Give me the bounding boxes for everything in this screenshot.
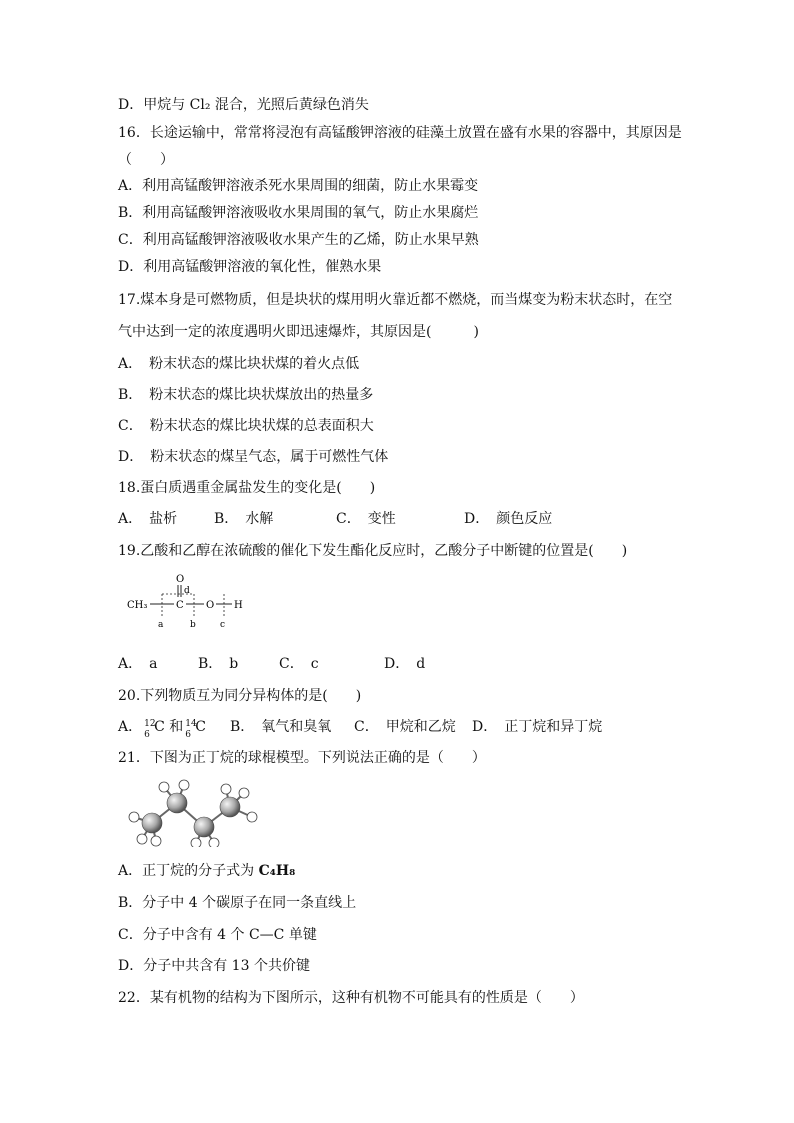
q19-label-c: c [220,620,226,630]
q19-option-a: A． a [118,656,158,672]
q20-option-d: D． 正丁烷和异丁烷 [472,719,603,735]
q15-option-d: D．甲烷与 Cl₂ 混合，光照后黄绿色消失 [118,97,369,113]
q19-oxygen-top: O [176,574,185,585]
q19-oxygen: O [206,600,215,611]
q19-stem: 19.乙酸和乙醇在浓硫酸的催化下发生酯化反应时，乙酸分子中断键的位置是( ) [118,543,628,559]
q17-option-a: A． 粉末状态的煤比块状煤的着火点低 [118,356,360,372]
q21-option-a: A．正丁烷的分子式为 C₄H₈ [118,863,296,879]
q18-option-d: D． 颜色反应 [464,511,553,527]
q19-hydrogen: H [234,600,243,611]
q17-stem-line2: 气中达到一定的浓度遇明火即迅速爆炸，其原因是( ) [118,324,479,340]
q20-option-a-prefix: A． [118,719,143,735]
q17-option-b: B． 粉末状态的煤比块状煤放出的热量多 [118,387,374,403]
q18-option-a: A． 盐析 [118,511,178,527]
q16-stem-line2: （ ） [118,152,174,168]
q18-option-b: B． 水解 [214,511,274,527]
q19-label-b: b [190,620,196,630]
q19-label-d: d [184,586,190,596]
q19-ch3: CH₃ [127,600,148,611]
q20-option-c: C． 甲烷和乙烷 [354,719,456,735]
q18-option-c: C． 变性 [336,511,396,527]
q21-option-b: B．分子中 4 个碳原子在同一条直线上 [118,895,357,911]
q20-option-b: B． 氧气和臭氧 [230,719,332,735]
q19-carbon: C [176,600,184,611]
q21-option-c: C．分子中含有 4 个 C—C 单键 [118,927,317,943]
q17-option-c: C． 粉末状态的煤比块状煤的总表面积大 [118,418,374,434]
q17-stem-line1: 17.煤本身是可燃物质，但是块状的煤用明火靠近都不燃烧，而当煤变为粉末状态时，在空 [118,292,673,308]
q16-option-a: A．利用高锰酸钾溶液杀死水果周围的细菌，防止水果霉变 [118,178,479,194]
q17-option-d: D． 粉末状态的煤呈气态，属于可燃性气体 [118,449,389,465]
q21-formula: C₄H₈ [258,863,296,879]
q16-option-b: B．利用高锰酸钾溶液吸收水果周围的氧气，防止水果腐烂 [118,205,479,221]
q19-option-c: C． c [279,656,319,672]
q21-option-d: D．分子中共含有 13 个共价键 [118,958,310,974]
q16-option-d: D．利用高锰酸钾溶液的氧化性，催熟水果 [118,259,382,275]
q20-isotope-2: 14 6 [185,719,197,740]
q19-acetic-acid-diagram [120,570,260,630]
q20-isotope-1: 12 6 [144,719,156,740]
butane-ball-stick-model [122,775,262,847]
q18-stem: 18.蛋白质遇重金属盐发生的变化是( ) [118,480,376,496]
q19-option-b: B． b [198,656,239,672]
q16-stem-line1: 16．长途运输中，常常将浸泡有高锰酸钾溶液的硅藻土放置在盛有水果的容器中，其原因是 [118,125,682,141]
q20-stem: 20.下列物质互为同分异构体的是( ) [118,688,362,704]
q22-stem: 22．某有机物的结构为下图所示，这种有机物不可能具有的性质是（ ） [118,990,584,1006]
q16-option-c: C．利用高锰酸钾溶液吸收水果产生的乙烯，防止水果早熟 [118,232,479,248]
q21-stem: 21．下图为正丁烷的球棍模型。下列说法正确的是（ ） [118,750,486,766]
q19-option-d: D． d [384,656,426,672]
q19-label-a: a [158,620,164,630]
q20-option-a: A． 12 6 C 和 14 6 C [118,719,207,740]
